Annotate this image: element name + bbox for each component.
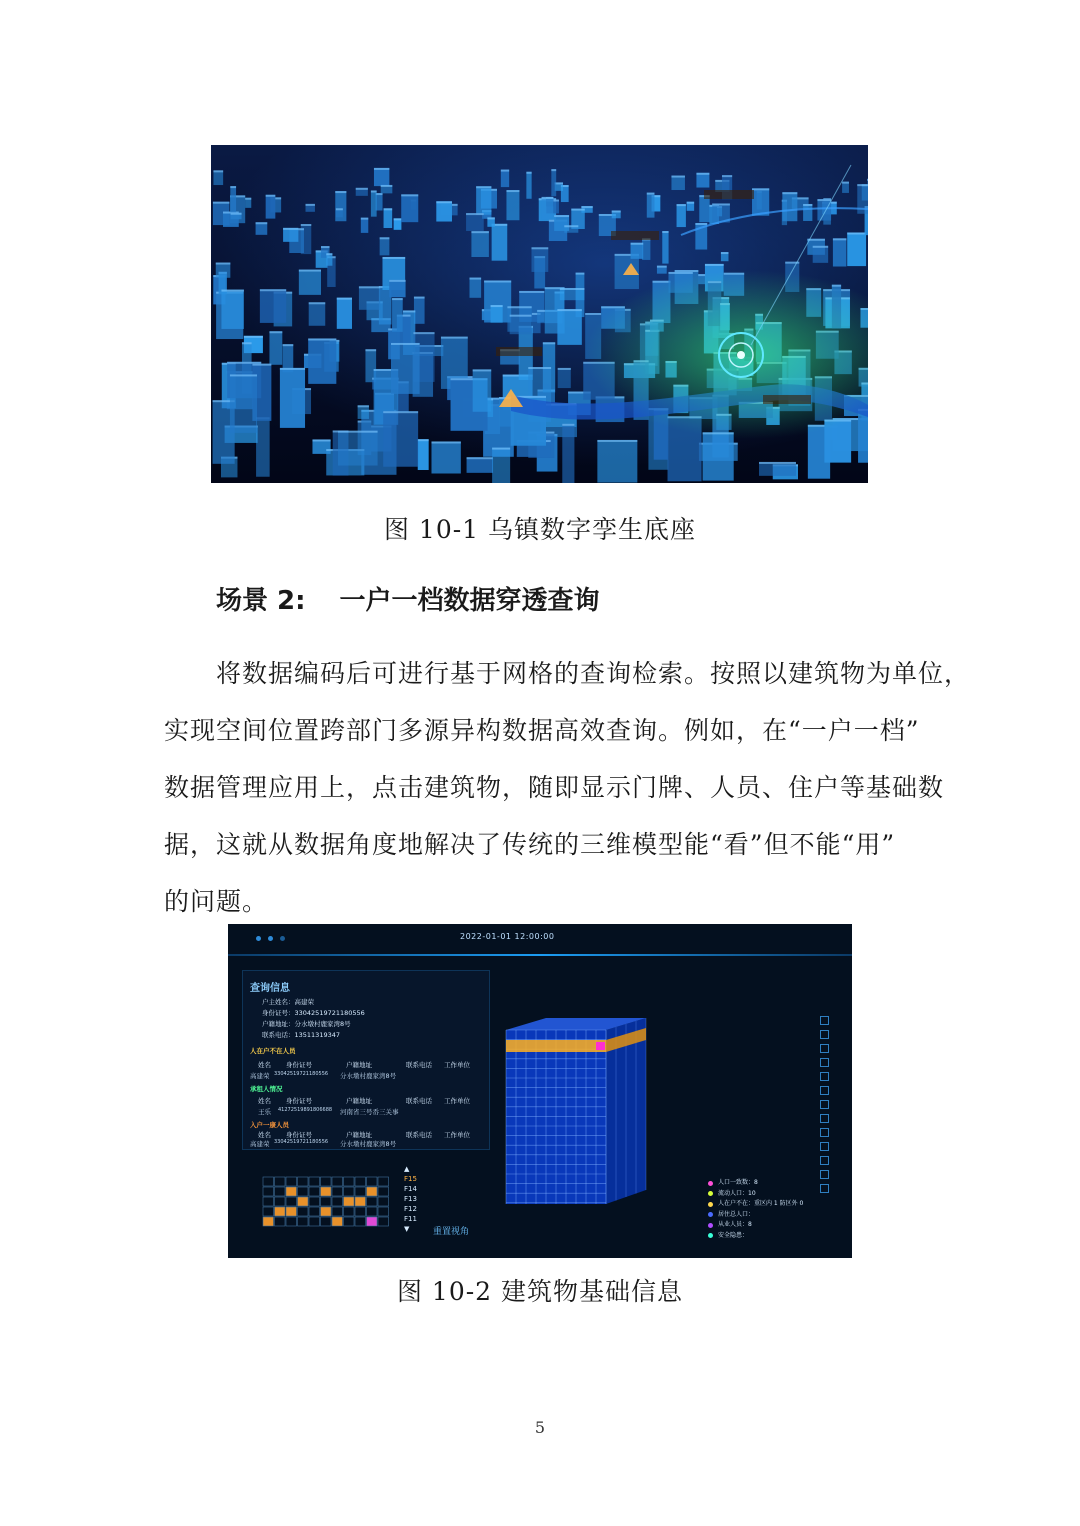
city-digital-twin-image [211,145,868,483]
side-tool-button[interactable] [820,1030,829,1039]
legend-item: 流动人口：10 [708,1189,803,1200]
table-cell: 33042519721180556 [274,1071,329,1077]
side-tool-button[interactable] [820,1044,829,1053]
column-header: 姓名 [258,1131,271,1139]
side-tool-button[interactable] [820,1016,829,1025]
window-dot-icon [256,936,261,941]
column-header: 户籍地址 [346,1131,372,1139]
legend-dot-icon [708,1212,713,1217]
section-present-absent: 人在户不在人员 [250,1047,296,1055]
side-tool-button[interactable] [820,1170,829,1179]
floor-option[interactable]: F13 [404,1195,417,1203]
body-paragraph [164,645,971,930]
column-header: 身份证号 [286,1061,312,1069]
column-header: 工作单位 [444,1097,470,1105]
side-tool-button[interactable] [820,1100,829,1109]
building-info-dashboard [228,924,852,1258]
reset-view-button[interactable]: 重置视角 [433,1227,470,1237]
section-tenant: 承租人情况 [250,1085,283,1093]
floor-selector[interactable] [404,1164,417,1234]
paragraph-line: 实现空间位置跨部门多源异构数据高效查询。例如，在“一户一档” [164,716,920,745]
building-3d-model[interactable] [496,1010,696,1210]
column-header: 户籍地址 [346,1097,372,1105]
column-header: 身份证号 [286,1097,312,1105]
table-cell: 分水墩村鹿家湾8号 [340,1072,397,1080]
column-header: 工作单位 [444,1061,470,1069]
column-header: 工作单位 [444,1131,470,1139]
table-cell: 分水墩村鹿家湾8号 [340,1140,397,1148]
floor-down-arrow-icon[interactable]: ▼ [404,1225,410,1233]
legend-item: 居住总人口： [708,1210,803,1221]
figure-2-caption: 图 10-2 建筑物基础信息 [396,1277,684,1306]
legend-dot-icon [708,1191,713,1196]
legend-dot-icon [708,1202,713,1207]
paragraph-line: 将数据编码后可进行基于网格的查询检索。按照以建筑物为单位， [216,659,971,688]
floor-option[interactable]: F14 [404,1185,417,1193]
id-number: 身份证号：33042519721180556 [262,1009,365,1017]
population-legend [708,1178,803,1241]
side-tool-button[interactable] [820,1072,829,1081]
query-info-title: 查询信息 [250,983,290,994]
side-tool-button[interactable] [820,1184,829,1193]
window-dot-icon [268,936,273,941]
owner-name: 户主姓名：高建荣 [262,998,314,1006]
side-tool-button[interactable] [820,1142,829,1151]
column-header: 身份证号 [286,1131,312,1139]
side-tool-button[interactable] [820,1156,829,1165]
floor-option[interactable]: F11 [404,1215,417,1223]
column-header: 姓名 [258,1097,271,1105]
table-cell: 河南省三号岙三关事 [340,1108,399,1116]
table-cell: 33042519721180556 [274,1139,329,1145]
table-cell: 高建荣 [250,1140,270,1148]
column-header: 户籍地址 [346,1061,372,1069]
side-toolbar [820,1016,829,1198]
legend-item: 从业人员：8 [708,1220,803,1231]
floor-unit-minimap [262,1176,392,1228]
legend-item: 人在户不在：重区内 1 防区外 0 [708,1199,803,1210]
column-header: 联系电话 [406,1061,432,1069]
floor-up-arrow-icon[interactable]: ▲ [404,1165,410,1173]
page-number: 5 [534,1418,546,1437]
contact-phone: 联系电话：13511319347 [262,1031,340,1039]
paragraph-line: 据，这就从数据角度地解决了传统的三维模型能“看”但不能“用” [164,830,896,859]
household-address: 户籍地址：分水墩村鹿家湾8号 [262,1020,351,1028]
side-tool-button[interactable] [820,1128,829,1137]
table-cell: 高建荣 [250,1072,270,1080]
floor-option[interactable]: F12 [404,1205,417,1213]
column-header: 联系电话 [406,1097,432,1105]
legend-item: 人口一致数：8 [708,1178,803,1189]
paragraph-line: 的问题。 [164,887,269,916]
legend-item: 安全隐患： [708,1231,803,1242]
figure-1-caption: 图 10-1 乌镇数字孪生底座 [383,515,697,544]
floor-option[interactable]: F15 [404,1175,417,1183]
scenario-title: 一户一档数据穿透查询 [339,586,600,616]
paragraph-line: 数据管理应用上，点击建筑物，随即显示门牌、人员、住户等基础数 [164,773,945,802]
table-cell: 41272519891806688 [278,1107,333,1113]
side-tool-button[interactable] [820,1086,829,1095]
section-migrant: 入户一康人员 [250,1121,289,1129]
scenario-label: 场景 2: [216,586,306,616]
legend-dot-icon [708,1181,713,1186]
column-header: 姓名 [258,1061,271,1069]
table-cell: 王乐 [258,1108,271,1116]
window-dot-icon [280,936,285,941]
legend-dot-icon [708,1223,713,1228]
side-tool-button[interactable] [820,1114,829,1123]
datetime-display: 2022-01-01 12:00:00 [460,932,555,941]
side-tool-button[interactable] [820,1058,829,1067]
column-header: 联系电话 [406,1131,432,1139]
section-heading [216,580,600,617]
header-divider [228,954,852,956]
legend-dot-icon [708,1233,713,1238]
